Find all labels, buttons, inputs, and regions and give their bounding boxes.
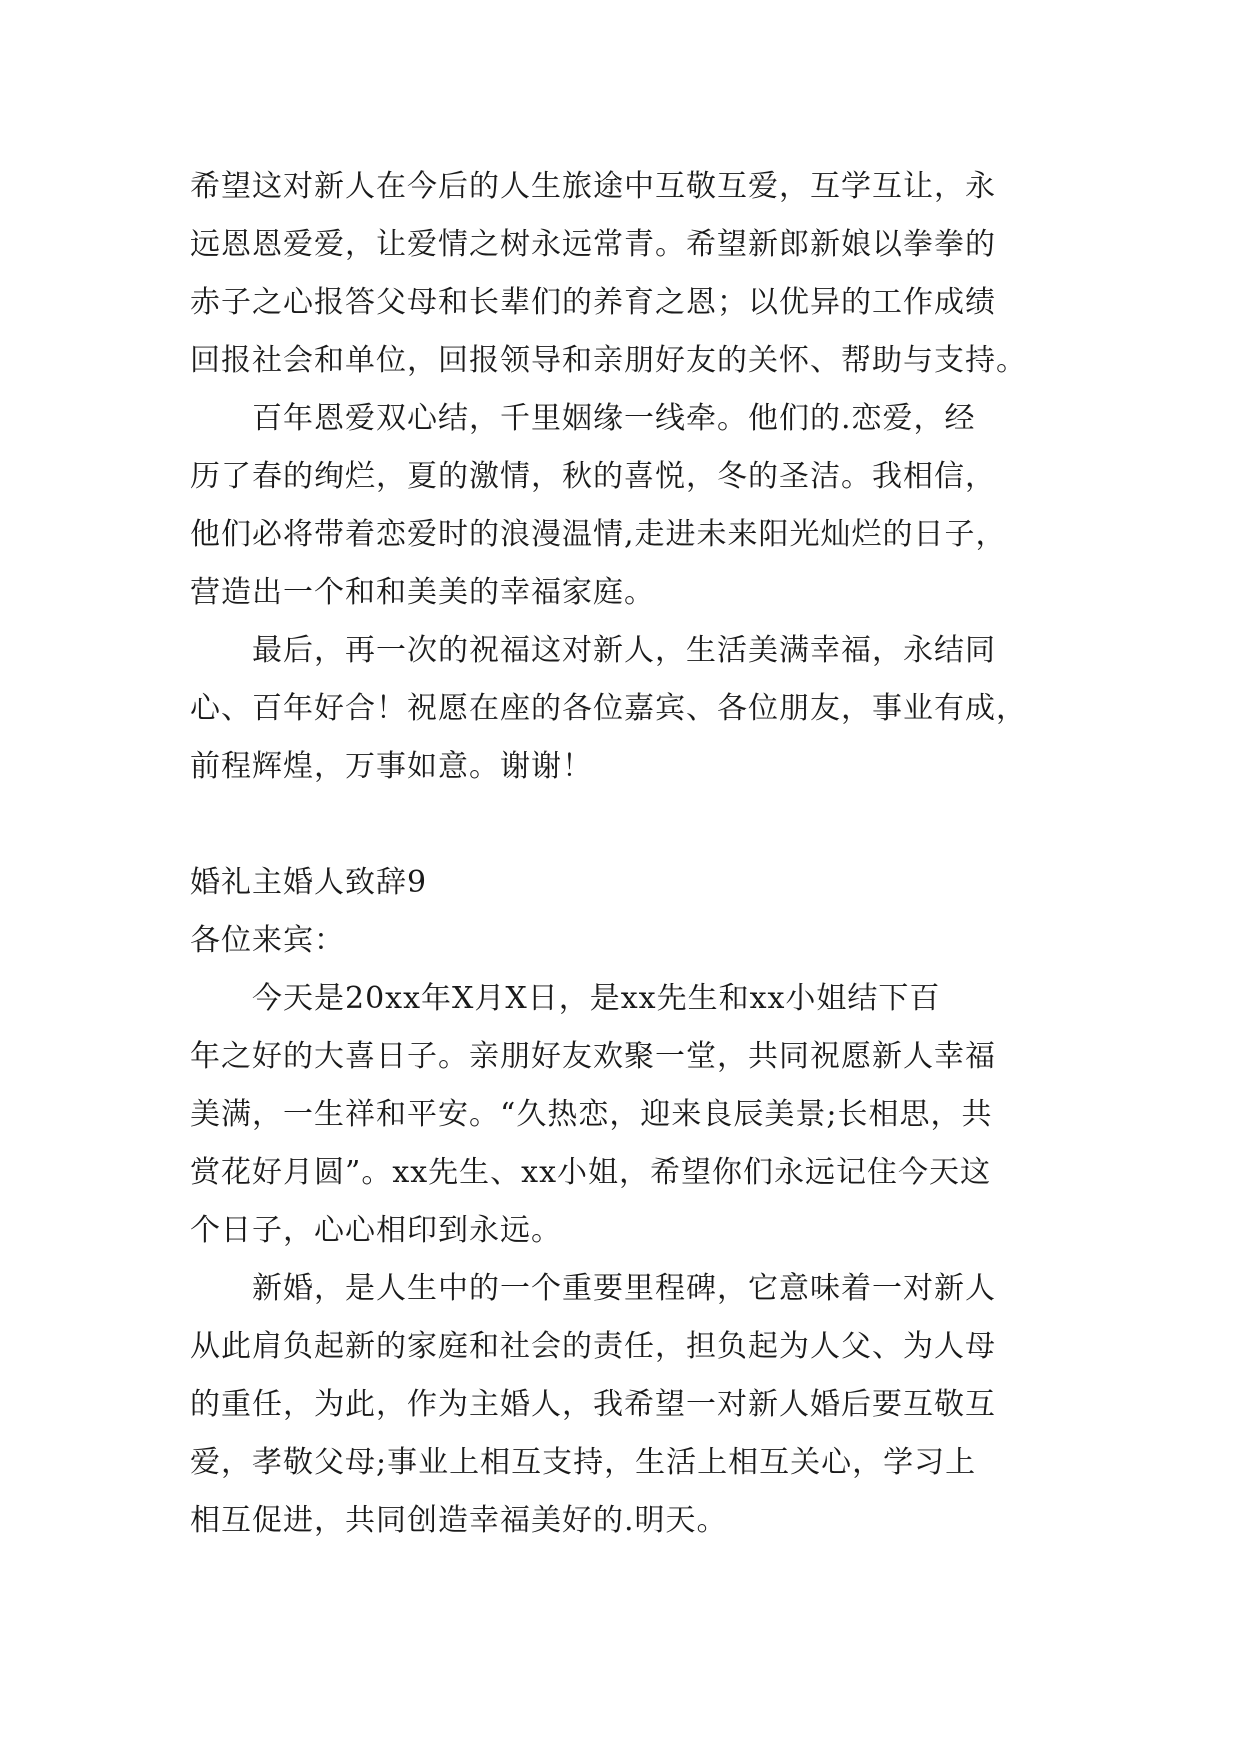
text-line: 相互促进，共同创造幸福美好的.明天。 (190, 1503, 728, 1538)
paragraph (190, 970, 1050, 1260)
text-line: 希望这对新人在今后的人生旅途中互敬互爱，互学互让，永 (190, 169, 996, 204)
paragraph (190, 622, 1050, 796)
text-line: 他们必将带着恋爱时的浪漫温情,走进未来阳光灿烂的日子， (190, 517, 1007, 552)
section-title: 婚礼主婚人致辞9 (190, 865, 428, 900)
text-line: 爱，孝敬父母;事业上相互支持，生活上相互关心，学习上 (190, 1445, 977, 1480)
text-line: 营造出一个和和美美的幸福家庭。 (190, 575, 655, 610)
text-line: 回报社会和单位，回报领导和亲朋好友的关怀、帮助与支持。 (190, 343, 1027, 378)
text-line: 前程辉煌，万事如意。谢谢！ (190, 749, 593, 784)
text-line: 从此肩负起新的家庭和社会的责任，担负起为人父、为人母 (190, 1329, 996, 1364)
paragraph (190, 390, 1050, 622)
text-line: 历了春的绚烂，夏的激情，秋的喜悦，冬的圣洁。我相信， (190, 459, 996, 494)
text-line: 新婚，是人生中的一个重要里程碑，它意味着一对新人 (252, 1271, 996, 1306)
text-line: 赤子之心报答父母和长辈们的养育之恩；以优异的工作成绩 (190, 285, 996, 320)
text-line: 心、百年好合！祝愿在座的各位嘉宾、各位朋友，事业有成， (190, 691, 1027, 726)
text-line: 赏花好月圆”。xx先生、xx小姐，希望你们永远记住今天这 (190, 1155, 992, 1190)
text-line: 今天是20xx年X月X日，是xx先生和xx小姐结下百 (252, 981, 941, 1016)
text-line: 远恩恩爱爱，让爱情之树永远常青。希望新郎新娘以拳拳的 (190, 227, 996, 262)
text-line: 百年恩爱双心结，千里姻缘一线牵。他们的.恋爱，经 (252, 401, 976, 436)
text-line: 美满，一生祥和平安。“久热恋，迎来良辰美景;长相思，共 (190, 1097, 993, 1132)
document-page (190, 158, 1050, 1550)
text-line: 最后，再一次的祝福这对新人，生活美满幸福，永结同 (252, 633, 996, 668)
section-gap (190, 796, 1050, 854)
paragraph (190, 1260, 1050, 1550)
text-line: 的重任，为此，作为主婚人，我希望一对新人婚后要互敬互 (190, 1387, 996, 1422)
paragraph (190, 158, 1050, 390)
salutation: 各位来宾： (190, 923, 345, 958)
text-line: 个日子，心心相印到永远。 (190, 1213, 562, 1248)
text-line: 年之好的大喜日子。亲朋好友欢聚一堂，共同祝愿新人幸福 (190, 1039, 996, 1074)
